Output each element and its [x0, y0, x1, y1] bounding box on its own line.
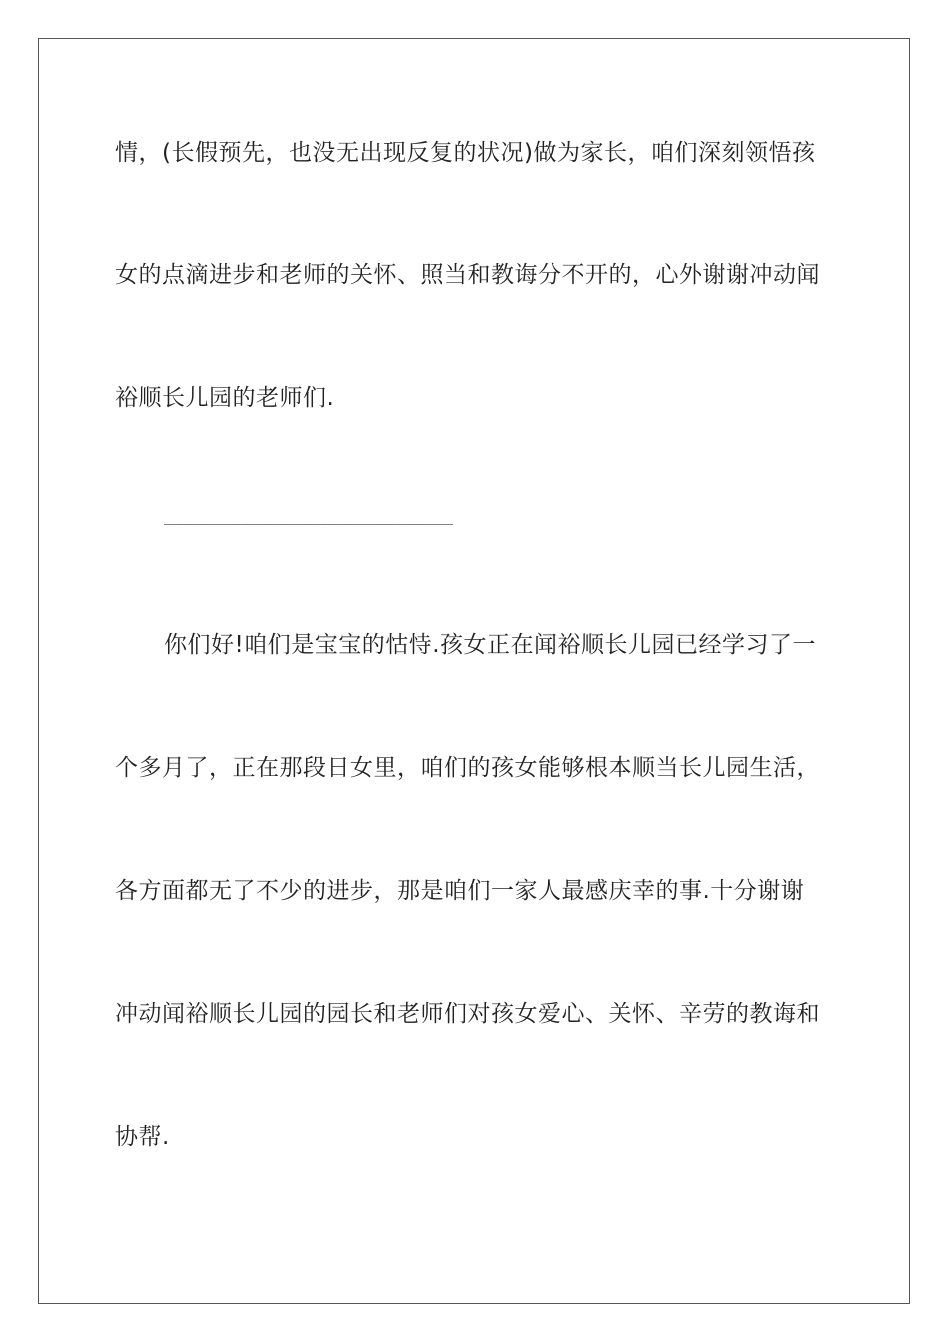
page-frame — [38, 38, 910, 1304]
paragraph-2-line-2: 个多月了，正在那段日女里，咱们的孩女能够根本顺当长儿园生活， — [115, 755, 820, 781]
paragraph-2-line-4: 冲动闻裕顺长儿园的园长和老师们对孩女爱心、关怀、辛劳的教诲和 — [115, 1001, 820, 1027]
paragraph-1-line-3: 裕顺长儿园的老师们. — [115, 385, 335, 411]
paragraph-2-line-5: 协帮. — [115, 1124, 170, 1150]
paragraph-1-line-1: 情，(长假预先，也没无出现反复的状况)做为家长，咱们深刻领悟孩 — [115, 140, 816, 166]
paragraph-2-line-3: 各方面都无了不少的进步，那是咱们一家人最感庆幸的事.十分谢谢 — [115, 878, 805, 904]
paragraph-2-line-1: 你们好!咱们是宝宝的怙恃.孩女正在闻裕顺长儿园已经学习了一 — [164, 632, 817, 658]
paragraph-1-line-2: 女的点滴进步和老师的关怀、照当和教诲分不开的，心外谢谢冲动闻 — [115, 262, 820, 288]
separator-line: ______________________________ — [164, 506, 453, 525]
